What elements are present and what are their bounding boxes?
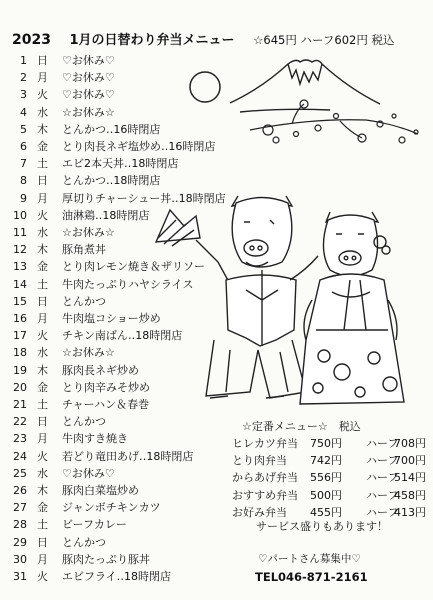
menu-item: エビフライ‥18時閉店 <box>62 570 172 583</box>
day-number: 6 <box>20 140 27 153</box>
day-number: 30 <box>13 552 27 566</box>
day-of-week: 木 <box>37 363 48 377</box>
day-number: 17 <box>13 329 27 343</box>
day-number: 20 <box>13 380 27 394</box>
day-of-week: 日 <box>37 415 48 429</box>
menu-item: ☆お休み☆ <box>62 346 115 360</box>
menu-item: ♡お休み♡ <box>62 88 115 102</box>
menu-item: 牛肉すき焼き <box>62 432 128 446</box>
menu-item: とんかつ <box>62 535 106 549</box>
menu-item: ビーフカレー <box>62 518 127 532</box>
menu-item: とり肉辛みそ炒め <box>62 380 150 394</box>
menu-item: チャーハン＆春巻 <box>62 398 150 411</box>
regular-item-name: ヒレカツ弁当 <box>232 437 298 450</box>
half-label: ハーフ <box>366 471 399 485</box>
regular-menu-row <box>232 435 432 453</box>
day-number: 26 <box>13 484 27 497</box>
menu-item: ジャンボチキンカツ <box>62 501 161 515</box>
menu-item: ☆お休み☆ <box>62 105 115 119</box>
day-of-week: 日 <box>37 54 48 67</box>
regular-item-name: とり肉弁当 <box>232 454 287 468</box>
plum-branch-icon <box>250 100 418 143</box>
day-of-week: 火 <box>37 570 48 583</box>
half-price: 700円 <box>394 454 426 468</box>
day-number: 13 <box>13 260 27 274</box>
day-of-week: 金 <box>37 260 48 274</box>
day-of-week: 土 <box>37 157 48 171</box>
menu-item: 厚切りチャーシュー丼‥18時閉店 <box>62 191 226 205</box>
sun-icon <box>190 72 220 102</box>
day-of-week: 月 <box>37 191 48 205</box>
menu-item: 豚肉白菜塩炒め <box>62 484 139 497</box>
day-of-week: 日 <box>37 294 48 308</box>
day-of-week: 金 <box>37 501 48 515</box>
day-number: 19 <box>13 363 27 377</box>
menu-item: ♡お休み♡ <box>62 466 115 480</box>
half-price: 458円 <box>394 488 426 502</box>
day-number: 29 <box>13 535 27 549</box>
regular-item-price: 500円 <box>310 488 342 502</box>
day-of-week: 月 <box>37 432 48 446</box>
day-of-week: 金 <box>37 380 48 394</box>
regular-item-price: 750円 <box>310 437 342 450</box>
day-of-week: 火 <box>37 449 48 463</box>
day-number: 18 <box>13 346 27 360</box>
menu-item: 牛肉たっぷりハヤシライス <box>62 277 194 291</box>
menu-item: とり肉レモン焼き＆ザリソー <box>62 260 205 274</box>
menu-item: 豚角煮丼 <box>62 243 106 257</box>
day-of-week: 土 <box>37 518 48 532</box>
menu-item: ♡お休み♡ <box>62 54 115 67</box>
day-of-week: 日 <box>37 535 48 549</box>
day-number: 4 <box>20 105 27 119</box>
half-price: 413円 <box>394 505 426 519</box>
menu-item: 若どり竜田あげ‥18時閉店 <box>62 449 194 463</box>
half-label: ハーフ <box>366 505 399 519</box>
day-number: 24 <box>13 449 27 463</box>
half-label: ハーフ <box>366 437 399 450</box>
regular-item-name: お好み弁当 <box>232 505 287 519</box>
pig-in-kimono-icon <box>300 212 404 404</box>
day-number: 9 <box>20 191 27 205</box>
regular-item-price: 556円 <box>310 471 342 485</box>
menu-item: とんかつ‥16時閉店 <box>62 122 161 136</box>
day-number: 14 <box>13 277 27 291</box>
header-title: 1月の日替わり弁当メニュー <box>69 33 235 48</box>
menu-item: 牛肉塩コショー炒め <box>62 312 161 325</box>
regular-menu-row <box>232 469 432 487</box>
regular-item-name: おすすめ弁当 <box>232 488 299 502</box>
day-number: 25 <box>13 466 27 480</box>
day-number: 7 <box>20 157 27 171</box>
day-of-week: 木 <box>37 122 48 136</box>
day-number: 8 <box>20 174 27 188</box>
day-of-week: 木 <box>37 484 48 497</box>
half-price: 514円 <box>394 471 426 485</box>
menu-item: とんかつ <box>62 415 106 429</box>
day-of-week: 水 <box>37 466 48 480</box>
day-number: 10 <box>13 208 27 222</box>
pig-with-fan-icon <box>156 196 318 398</box>
day-of-week: 火 <box>37 88 48 102</box>
day-of-week: 金 <box>37 140 48 153</box>
day-of-week: 水 <box>37 226 48 239</box>
day-number: 27 <box>13 501 27 515</box>
half-label: ハーフ <box>366 454 399 468</box>
regular-item-price: 742円 <box>310 454 342 468</box>
menu-item: チキン南ばん‥18時閉店 <box>62 329 183 343</box>
recruit-notice: ♡パートさん募集中♡ <box>258 553 361 565</box>
regular-menu-title: ☆定番メニュー☆ 税込 <box>242 420 361 433</box>
day-number: 5 <box>20 122 27 136</box>
day-of-week: 木 <box>37 243 48 257</box>
day-number: 31 <box>13 570 27 583</box>
regular-item-price: 455円 <box>310 505 342 519</box>
menu-item: 豚肉長ネギ炒め <box>62 363 139 377</box>
day-number: 23 <box>13 432 27 446</box>
day-of-week: 火 <box>37 329 48 343</box>
menu-item: とり肉長ネギ塩炒め‥16時閉店 <box>62 140 216 153</box>
header-year: 2023 <box>12 32 51 48</box>
day-number: 16 <box>13 312 27 325</box>
day-number: 22 <box>13 415 27 429</box>
menu-item: エビ2本天丼‥18時閉店 <box>62 157 179 171</box>
regular-menu-row <box>232 487 432 505</box>
regular-menu-row <box>232 452 432 470</box>
menu-item: とんかつ <box>62 294 106 308</box>
day-of-week: 土 <box>37 398 48 411</box>
day-number: 15 <box>13 294 27 308</box>
header-price: ☆645円 ハーフ602円 税込 <box>253 33 395 47</box>
day-number: 3 <box>20 88 27 102</box>
menu-item: ♡お休み♡ <box>62 71 115 85</box>
day-number: 2 <box>20 71 27 85</box>
day-of-week: 水 <box>37 105 48 119</box>
day-of-week: 月 <box>37 552 48 566</box>
telephone-number: TEL046-871-2161 <box>255 570 368 584</box>
menu-item: 油淋鶏‥18時閉店 <box>62 208 150 222</box>
day-number: 11 <box>13 226 27 239</box>
day-of-week: 月 <box>37 71 48 85</box>
day-of-week: 水 <box>37 346 48 360</box>
day-number: 28 <box>13 518 27 532</box>
day-number: 21 <box>13 398 27 411</box>
menu-item: とんかつ‥18時閉店 <box>62 174 161 188</box>
half-label: ハーフ <box>366 488 399 502</box>
menu-item: 豚肉たっぷり豚丼 <box>62 552 150 566</box>
day-number: 12 <box>13 243 27 257</box>
day-number: 1 <box>20 54 27 67</box>
half-price: 708円 <box>394 437 426 450</box>
day-of-week: 日 <box>37 174 48 188</box>
day-of-week: 土 <box>37 277 48 291</box>
menu-item: ☆お休み☆ <box>62 226 115 239</box>
day-of-week: 月 <box>37 312 48 325</box>
day-of-week: 火 <box>37 208 48 222</box>
service-note: サービス盛りもあります！ <box>256 520 388 533</box>
regular-item-name: からあげ弁当 <box>232 471 298 485</box>
mount-fuji-icon <box>230 60 380 112</box>
